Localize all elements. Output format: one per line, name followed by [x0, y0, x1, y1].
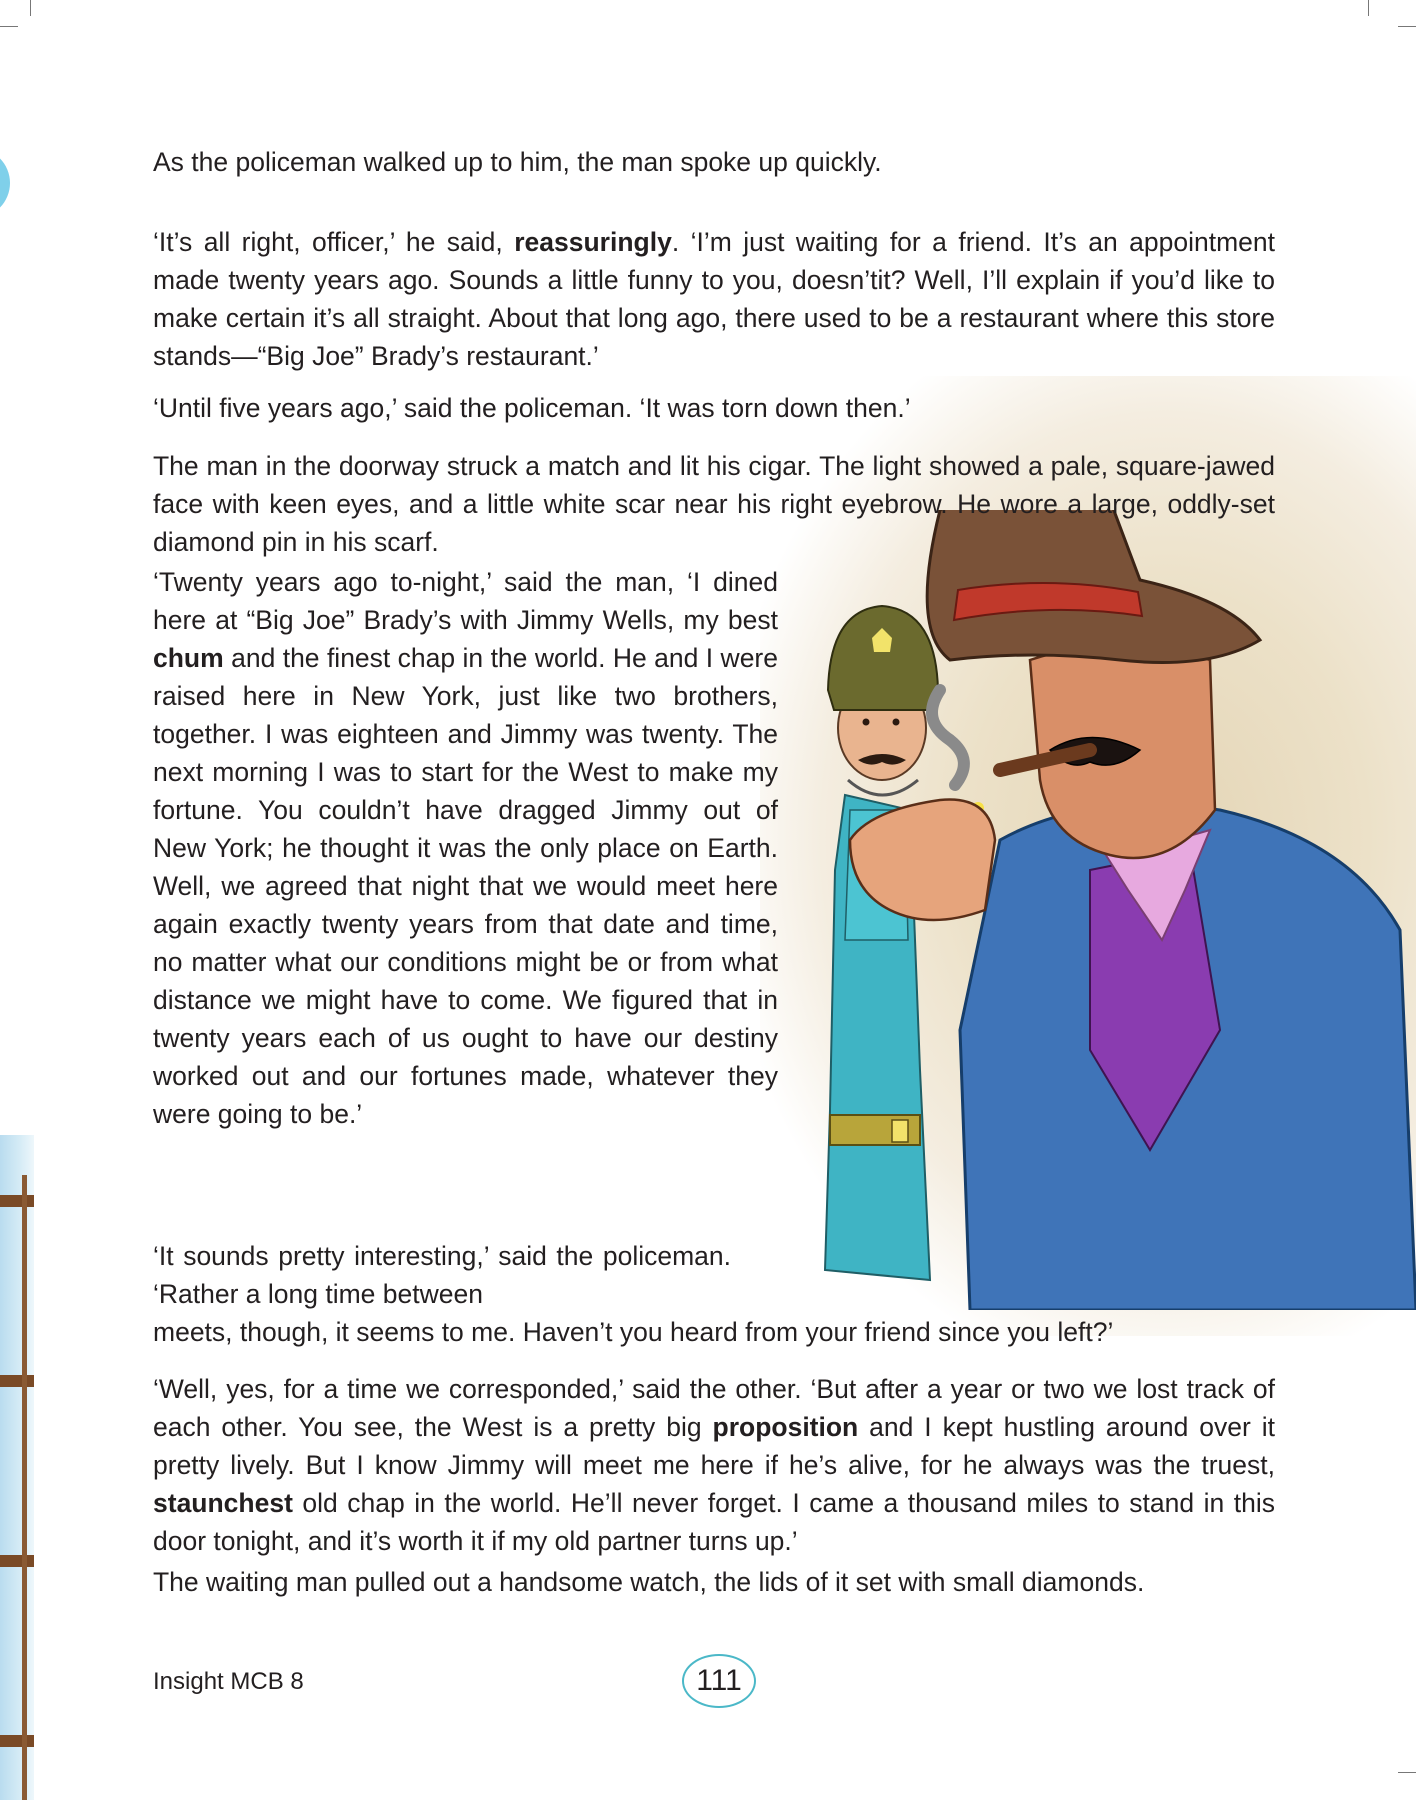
policeman-figure [825, 606, 938, 1280]
paragraph [153, 389, 1275, 427]
paragraph [153, 143, 1275, 181]
paragraph-text: and the finest chap in the world. He and I were raised here in New York, just like two brothers, together. I was eighteen and Jimmy was twenty. The next morning I was to start for the West to make my fortune. You couldn’t have dragged Jimmy out of New York; he thought it was the only place on Earth. Well, we agreed that night that we would meet here again exactly twenty years from that date and time, no matter what our conditions might be or from what distance we might have to come. We figured that in twenty years each of us ought to have our destiny worked out and our fortunes made, whatever they were going to be.’ [153, 643, 778, 1129]
paragraph [153, 1313, 1275, 1351]
paragraph-text: ‘Well, yes, for a time we corresponded,’ said the other. ‘But after a year or two we lost track of each other. You see, the West is a pretty big [153, 1374, 1275, 1442]
book-title: Insight MCB 8 [153, 1668, 304, 1695]
paragraph-text: The waiting man pulled out a handsome watch, the lids of it set with small diamonds. [153, 1567, 1145, 1597]
paragraph-text: ‘It’s all right, officer,’ he said, [153, 227, 515, 257]
paragraph [153, 563, 778, 1133]
crop-mark [0, 26, 18, 27]
paragraph-text: and I kept hustling around over it pretty lively. But I know Jimmy will meet me here if he’s alive, for he always was the truest, [153, 1412, 1275, 1480]
vocabulary-word: staunchest [153, 1488, 293, 1518]
paragraph-text: ‘Until five years ago,’ said the policeman. ‘It was torn down then.’ [153, 393, 911, 423]
vocabulary-word: chum [153, 643, 224, 673]
paragraph [153, 1563, 1275, 1601]
crop-mark [1368, 0, 1369, 16]
edge-decoration [0, 148, 10, 218]
vocabulary-word: proposition [712, 1412, 859, 1442]
paragraph [153, 1237, 731, 1313]
paragraph-text: ‘It sounds pretty interesting,’ said the policeman. ‘Rather a long time between [153, 1241, 731, 1309]
crop-mark [30, 0, 31, 16]
crop-mark [1398, 26, 1416, 27]
building-edge-illustration [0, 1135, 34, 1800]
paragraph-text: ‘Twenty years ago to-night,’ said the man, ‘I dined here at “Big Joe” Brady’s with Jimmy Wells, my best [153, 567, 778, 635]
paragraph-text: old chap in the world. He’ll never forget. I came a thousand miles to stand in this door tonight, and it’s worth it if my old partner turns up.’ [153, 1488, 1275, 1556]
paragraph-text: . ‘I’m just waiting for a friend. It’s an appointment made twenty years ago. Sounds a little funny to you, doesn’tit? Well, I’ll explain if you’d like to make certain it’s all straight. About that long ago, there used to be a restaurant where this store stands—“Big Joe” Brady’s restaurant.’ [153, 227, 1275, 371]
paragraph [153, 223, 1275, 375]
paragraph-text: meets, though, it seems to me. Haven’t you heard from your friend since you left?’ [153, 1317, 1114, 1347]
story-illustration [790, 510, 1416, 1310]
paragraph-text: As the policeman walked up to him, the man spoke up quickly. [153, 147, 882, 177]
paragraph-text: The man in the doorway struck a match and lit his cigar. The light showed a pale, square-jawed face with keen eyes, and a little white scar near his right eyebrow. He wore a large, oddly-set diamond pin in his scarf. [153, 451, 1275, 557]
crop-mark [1398, 1772, 1416, 1773]
man-with-hat-and-cigar [850, 510, 1416, 1310]
paragraph [153, 1370, 1275, 1560]
vocabulary-word: reassuringly [514, 227, 672, 257]
page-number: 111 [682, 1654, 756, 1708]
paragraph [153, 447, 1275, 561]
